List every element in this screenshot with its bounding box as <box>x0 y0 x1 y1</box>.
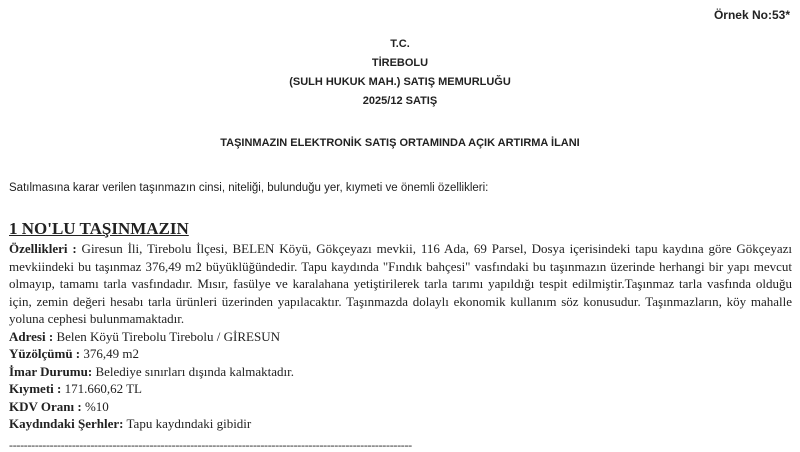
features-label: Özellikleri : <box>9 241 77 256</box>
property-details <box>9 240 792 433</box>
intro-text: Satılmasına karar verilen taşınmazın cinsi, niteliği, bulunduğu yer, kıymeti ve önemli özellikleri: <box>9 182 489 194</box>
address-row <box>9 328 792 346</box>
vat-row <box>9 398 792 416</box>
header-line-city: TİREBOLU <box>371 57 429 69</box>
vat-label: KDV Oranı : <box>9 398 82 414</box>
section-divider: ------------------------------------------------------------------------------------------------------------- <box>9 438 412 452</box>
area-row <box>9 345 792 363</box>
zoning-row <box>9 363 792 381</box>
property-heading: 1 NO'LU TAŞINMAZIN <box>9 219 189 238</box>
header-line-office: (SULH HUKUK MAH.) SATIŞ MEMURLUĞU <box>289 76 511 88</box>
features-paragraph <box>9 240 792 328</box>
zoning-label: İmar Durumu: <box>9 363 93 379</box>
vat-value: %10 <box>81 398 109 414</box>
address-value: Belen Köyü Tirebolu Tirebolu / GİRESUN <box>53 328 280 344</box>
value-label: Kıymeti : <box>9 381 62 396</box>
sample-number: Örnek No:53* <box>713 8 790 22</box>
address-label: Adresi : <box>9 328 54 344</box>
annotations-label: Kaydındaki Şerhler: <box>9 416 124 431</box>
zoning-value: Belediye sınırları dışında kalmaktadır. <box>92 363 294 379</box>
notice-title: TAŞINMAZIN ELEKTRONİK SATIŞ ORTAMINDA AÇIK ARTIRMA İLANI <box>220 137 580 149</box>
features-text: Giresun İli, Tirebolu İlçesi, BELEN Köyü, Gökçeyazı mevkii, 116 Ada, 69 Parsel, Dosya içerisindeki tapu kaydına göre Gökçeyazı mevkiindeki bu taşınmaz 376,49 m2 büyüklüğündedir. Tapu kaydında "Fındık bahçesi" vasfındaki bu taşınmazın üzerinde herhangi bir yapı mevcut olmayıp, tamamı tarla vasfındadır. Mısır, fasülye ve karalahana yetiştirilerek tarla tarımı yapıldığı tespit edilmiştir.Taşınmaz tarla vasfında olduğu için, zemin değeri hesabı tarla ürünleri üzerinden yapılacaktır. Taşınmazda dolaylı ekonomik kullanım söz konusudur. Taşınmazların, köy mahalle yoluna cephesi bulunmamaktadır. <box>9 241 792 326</box>
document-header <box>0 35 800 111</box>
annotations-row <box>9 415 792 433</box>
area-label: Yüzölçümü : <box>9 346 81 361</box>
value-row <box>9 380 792 398</box>
header-line-file-no: 2025/12 SATIŞ <box>362 95 438 107</box>
header-line-tc: T.C. <box>390 38 410 50</box>
annotations-value: Tapu kaydındaki gibidir <box>123 416 252 431</box>
area-value: 376,49 m2 <box>80 346 140 361</box>
value-value: 171.660,62 TL <box>61 381 142 396</box>
